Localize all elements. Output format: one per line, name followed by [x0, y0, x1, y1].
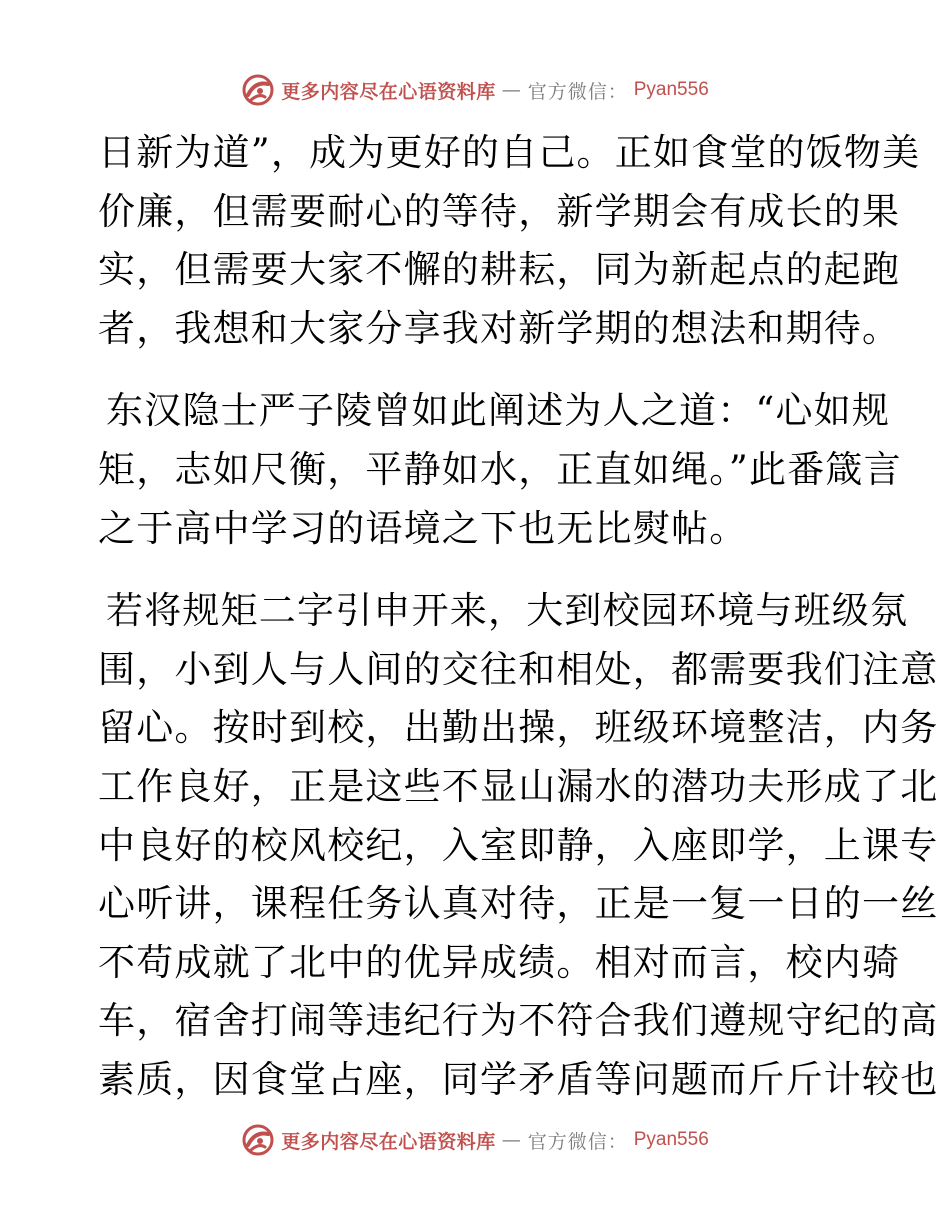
- watermark-wechat-id: Pyan556: [633, 1129, 709, 1150]
- text-line: 素质，因食堂占座，同学矛盾等问题而斤斤计较也: [98, 1057, 939, 1101]
- text-line: 若将规矩二字引申开来，大到校园环境与班级氛: [106, 589, 909, 633]
- text-line: 车，宿舍打闹等违纪行为不符合我们遵规守纪的高: [98, 999, 939, 1043]
- text-line: 东汉隐士严子陵曾如此阐述为人之道：“心如规: [106, 389, 891, 433]
- watermark-separator: —: [501, 1129, 522, 1151]
- watermark-main-text: 更多内容尽在心语资料库: [281, 80, 496, 103]
- text-line: 中良好的校风校纪，入室即静，入座即学，上课专: [98, 823, 939, 867]
- text-line: 日新为道”，成为更好的自己。正如食堂的饭物美: [98, 131, 921, 174]
- text-line: 心听讲，课程任务认真对待，正是一复一日的一丝: [98, 882, 939, 926]
- paragraph-1: [98, 124, 921, 358]
- paragraph-3: [98, 582, 939, 1109]
- watermark-separator: —: [501, 79, 522, 101]
- text-line: 价廉，但需要耐心的等待，新学期会有成长的果: [98, 189, 901, 233]
- header-watermark: [0, 68, 950, 112]
- text-line: 之于高中学习的语境之下也无比熨帖。: [98, 506, 748, 550]
- watermark-main-text: 更多内容尽在心语资料库: [281, 1130, 496, 1153]
- text-line: 者，我想和大家分享我对新学期的想法和期待。: [98, 306, 901, 350]
- watermark-label: 官方微信：: [527, 1130, 628, 1153]
- watermark-wechat-id: Pyan556: [633, 79, 709, 100]
- swirl-logo-icon: [241, 1123, 275, 1157]
- text-line: 矩，志如尺衡，平静如水，正直如绳。”此番箴言: [98, 447, 902, 491]
- text-line: 实，但需要大家不懈的耕耘，同为新起点的起跑: [98, 248, 901, 292]
- text-line: 留心。按时到校，出勤出操，班级环境整洁，内务: [98, 706, 939, 750]
- swirl-logo-icon: [241, 73, 275, 107]
- text-line: 围，小到人与人间的交往和相处，都需要我们注意: [98, 647, 939, 691]
- document-body: [98, 124, 939, 1134]
- footer-watermark: [0, 1118, 950, 1162]
- text-line: 工作良好，正是这些不显山漏水的潜功夫形成了北: [98, 764, 939, 808]
- paragraph-2: [98, 382, 902, 558]
- text-line: 不苟成就了北中的优异成绩。相对而言，校内骑: [98, 940, 901, 984]
- watermark-label: 官方微信：: [527, 80, 628, 103]
